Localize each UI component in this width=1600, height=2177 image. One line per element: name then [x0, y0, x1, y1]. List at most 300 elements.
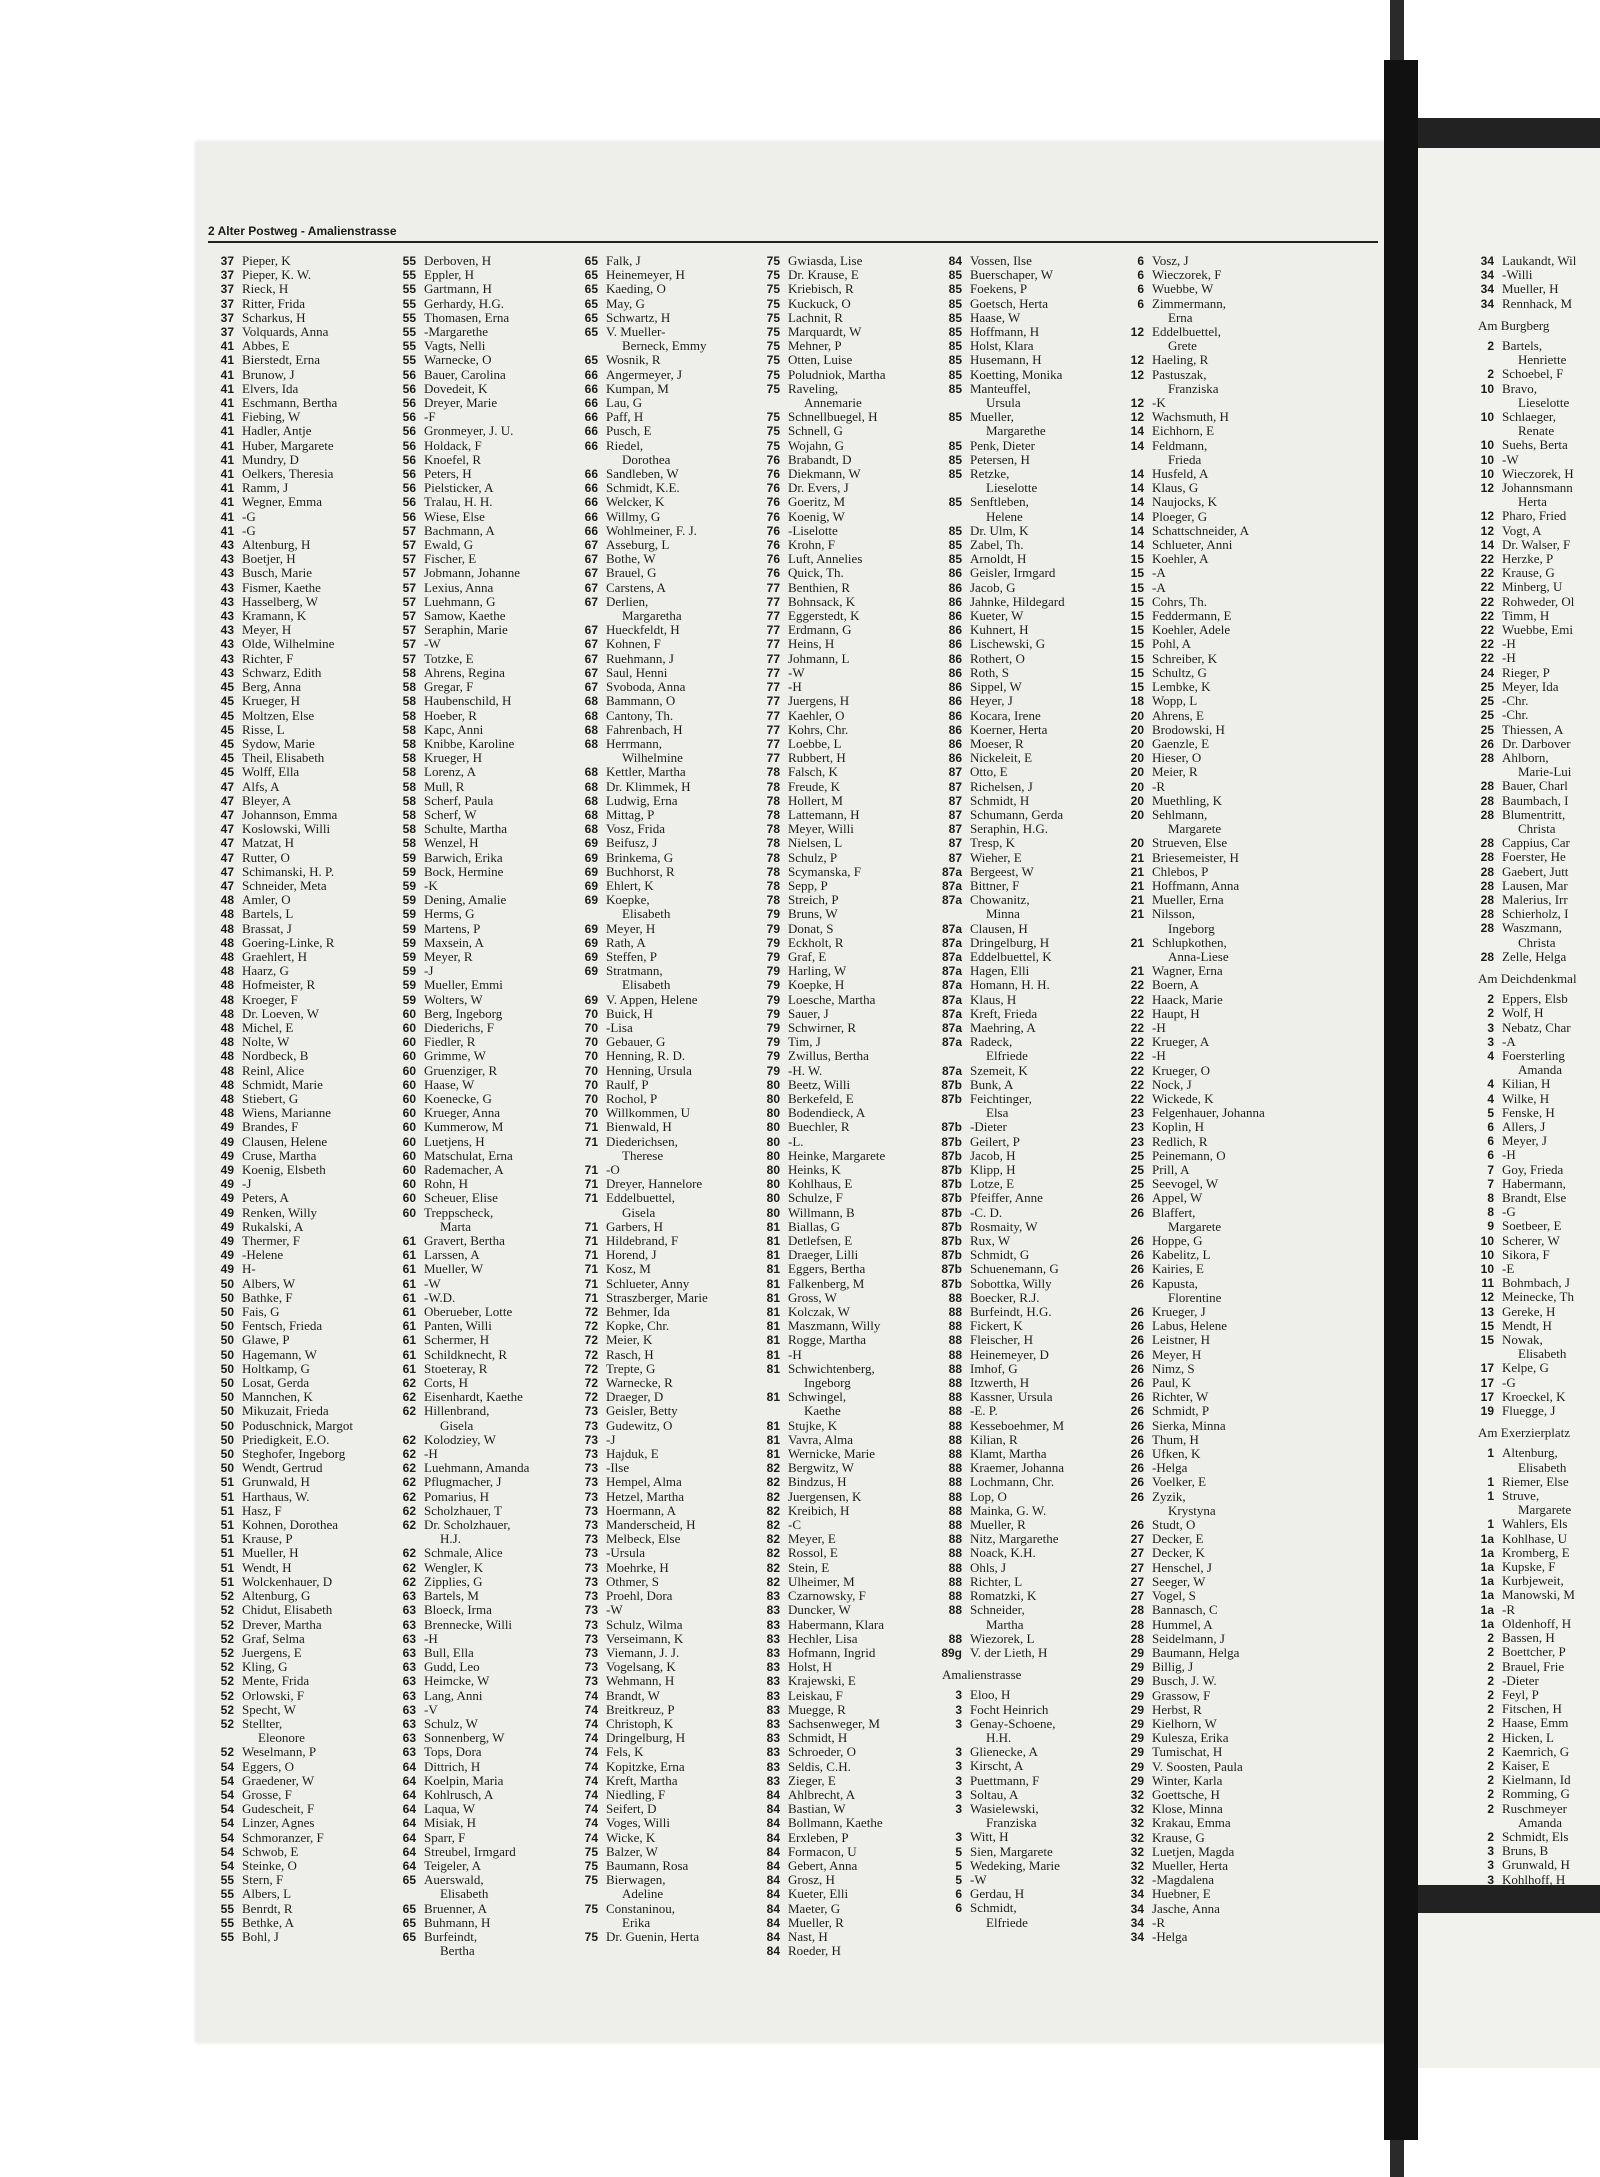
list-item — [754, 808, 886, 822]
list-item — [1118, 865, 1265, 879]
list-item — [572, 1802, 708, 1816]
list-item — [390, 595, 529, 609]
house-number: 58 — [402, 751, 416, 766]
resident-name: Graehlert, H — [242, 948, 307, 964]
list-item — [1472, 921, 1577, 935]
list-item — [208, 666, 353, 680]
list-item — [936, 794, 1065, 808]
resident-name: Blumentritt, — [1502, 806, 1566, 822]
house-number: 58 — [402, 836, 416, 851]
resident-name: Kettler, Martha — [606, 764, 686, 780]
list-item — [390, 467, 529, 481]
resident-name: Schuenemann, G — [970, 1261, 1059, 1277]
house-number: 73 — [584, 1645, 598, 1660]
list-item — [1118, 1561, 1265, 1575]
house-number: 65 — [584, 282, 598, 297]
house-number: 75 — [584, 1901, 598, 1916]
house-number: 64 — [402, 1773, 416, 1788]
house-number: 59 — [402, 850, 416, 865]
list-item — [572, 424, 708, 438]
list-item — [1472, 751, 1577, 765]
house-number: 15 — [1130, 651, 1144, 666]
house-number: 58 — [402, 708, 416, 723]
list-item — [572, 1433, 708, 1447]
list-item — [1118, 382, 1265, 396]
list-item — [936, 637, 1065, 651]
resident-name: Kohnen, Dorothea — [242, 1517, 339, 1533]
resident-name: Rosmaity, W — [970, 1218, 1038, 1234]
list-item — [754, 424, 886, 438]
list-item — [390, 510, 529, 524]
resident-name: Suehs, Berta — [1502, 437, 1568, 453]
list-item — [390, 1021, 529, 1035]
resident-name: Wengler, K — [424, 1559, 484, 1575]
column-3 — [572, 254, 708, 1944]
list-item — [1472, 1021, 1577, 1035]
resident-name: Knibbe, Karoline — [424, 735, 515, 751]
resident-name: Horend, J — [606, 1247, 657, 1263]
house-number: 85 — [948, 552, 962, 567]
resident-name: Schroeder, O — [788, 1744, 857, 1760]
resident-name: Bohl, J — [242, 1928, 279, 1944]
house-number: 88 — [948, 1447, 962, 1462]
house-number: 28 — [1480, 807, 1494, 822]
resident-name: Bohmbach, J — [1502, 1275, 1570, 1291]
house-number: 61 — [402, 1248, 416, 1263]
resident-name: Haase, Emm — [1502, 1715, 1569, 1731]
resident-name: Corts, H — [424, 1375, 469, 1391]
house-number: 76 — [766, 538, 780, 553]
house-number: 75 — [766, 325, 780, 340]
house-number: 73 — [584, 1503, 598, 1518]
house-number: 49 — [220, 1148, 234, 1163]
resident-name: Kesseboehmer, M — [970, 1417, 1065, 1433]
house-number: 29 — [1130, 1759, 1144, 1774]
list-item — [1118, 1390, 1265, 1404]
list-item — [572, 666, 708, 680]
resident-name: Pohl, A — [1152, 636, 1192, 652]
resident-name: Senftleben, — [970, 494, 1029, 510]
resident-name: Angermeyer, J — [606, 366, 683, 382]
house-number: 26 — [1130, 1319, 1144, 1334]
house-number — [936, 1731, 970, 1745]
resident-name: Marta — [440, 1218, 472, 1234]
list-item — [936, 410, 1065, 424]
house-number: 78 — [766, 878, 780, 893]
resident-name: -C — [788, 1517, 801, 1533]
list-item — [754, 524, 886, 538]
house-number: 83 — [766, 1773, 780, 1788]
resident-name: Totzke, E — [424, 650, 474, 666]
list-item — [208, 1447, 353, 1461]
list-item — [1472, 552, 1577, 566]
list-item — [1472, 367, 1577, 381]
resident-name: Koslowski, Willi — [242, 821, 331, 837]
list-item — [572, 1873, 708, 1887]
house-number: 69 — [584, 992, 598, 1007]
list-item — [754, 1518, 886, 1532]
resident-name: V. Soosten, Paula — [1152, 1758, 1243, 1774]
house-number: 62 — [402, 1546, 416, 1561]
resident-name: Dening, Amalie — [424, 892, 507, 908]
resident-name: -W — [970, 1871, 987, 1887]
list-item — [936, 439, 1065, 453]
list-item — [572, 1277, 708, 1291]
list-item — [390, 1845, 529, 1859]
list-item — [1118, 1064, 1265, 1078]
house-number: 78 — [766, 822, 780, 837]
list-item — [936, 524, 1065, 538]
list-item — [936, 1248, 1065, 1262]
house-number: 76 — [766, 523, 780, 538]
resident-name: Puettmann, F — [970, 1772, 1040, 1788]
house-number: 5 — [1487, 1105, 1494, 1120]
list-item — [208, 1404, 353, 1418]
house-number: 48 — [220, 949, 234, 964]
resident-name: Lotze, E — [970, 1176, 1015, 1192]
resident-name: Schattschneider, A — [1152, 522, 1249, 538]
resident-name: Kueter, W — [970, 608, 1024, 624]
resident-name: Matschulat, Erna — [424, 1147, 513, 1163]
house-number: 75 — [766, 310, 780, 325]
house-number: 55 — [402, 296, 416, 311]
house-number: 52 — [220, 1716, 234, 1731]
resident-name: Genay-Schoene, — [970, 1715, 1056, 1731]
resident-name: Haack, Marie — [1152, 991, 1223, 1007]
house-number: 65 — [584, 310, 598, 325]
list-item — [1472, 410, 1577, 424]
house-number: 47 — [220, 779, 234, 794]
list-item — [208, 1589, 353, 1603]
resident-name: Lochmann, Chr. — [970, 1474, 1055, 1490]
resident-name: Koenecke, G — [424, 1090, 492, 1106]
house-number: 87b — [941, 1120, 962, 1135]
list-item — [390, 254, 529, 268]
resident-name: Kielhorn, W — [1152, 1715, 1217, 1731]
resident-name: Rieck, H — [242, 281, 289, 297]
house-number: 56 — [402, 438, 416, 453]
list-item — [208, 368, 353, 382]
list-item — [1472, 1702, 1577, 1716]
house-number: 87b — [941, 1148, 962, 1163]
list-item — [1472, 1787, 1577, 1801]
resident-name: Altenburg, G — [242, 1588, 311, 1604]
house-number: 87a — [941, 949, 962, 964]
resident-name: Hillenbrand, — [424, 1403, 490, 1419]
list-item — [754, 1731, 886, 1745]
house-number: 86 — [948, 680, 962, 695]
list-item — [1118, 1518, 1265, 1532]
list-item — [1118, 1660, 1265, 1674]
list-item — [754, 794, 886, 808]
house-number: 27 — [1130, 1560, 1144, 1575]
house-number: 79 — [766, 1035, 780, 1050]
list-item — [1118, 1106, 1265, 1120]
house-number: 2 — [1487, 1787, 1494, 1802]
house-number: 78 — [766, 765, 780, 780]
resident-name: Draeger, Lilli — [788, 1247, 859, 1263]
list-item — [754, 1603, 886, 1617]
resident-name: Busch, J. W. — [1152, 1673, 1217, 1689]
house-number: 73 — [584, 1603, 598, 1618]
resident-name: Lausen, Mar — [1502, 877, 1568, 893]
list-item — [390, 694, 529, 708]
house-number — [572, 609, 606, 623]
resident-name: Wasielewski, — [970, 1800, 1039, 1816]
list-item — [572, 879, 708, 893]
house-number: 69 — [584, 893, 598, 908]
resident-name: Koepke, H — [788, 977, 845, 993]
resident-name: Bierwagen, — [606, 1872, 666, 1888]
house-number: 26 — [1130, 1333, 1144, 1348]
resident-name: Brauel, Frie — [1502, 1658, 1565, 1674]
list-item — [1118, 439, 1265, 453]
house-number: 52 — [220, 1645, 234, 1660]
resident-name: Willmann, B — [788, 1204, 855, 1220]
list-item — [936, 1390, 1065, 1404]
list-item — [1472, 865, 1577, 879]
resident-name: Foersterling — [1502, 1047, 1565, 1063]
list-item — [1472, 1347, 1577, 1361]
resident-name: Juergens, E — [242, 1644, 302, 1660]
resident-name: Busch, Marie — [242, 565, 313, 581]
house-number: 87b — [941, 1163, 962, 1177]
house-number: 88 — [948, 1418, 962, 1433]
resident-name: Wuebbe, W — [1152, 281, 1214, 297]
list-item — [1118, 1049, 1265, 1063]
house-number: 85 — [948, 467, 962, 482]
list-item — [1472, 1688, 1577, 1702]
resident-name: Albers, W — [242, 1275, 296, 1291]
resident-name: Eddelbuettel, — [1152, 324, 1221, 340]
list-item — [390, 339, 529, 353]
house-number: 22 — [1480, 580, 1494, 595]
list-item — [390, 1078, 529, 1092]
list-item — [936, 1433, 1065, 1447]
house-number: 29 — [1130, 1731, 1144, 1746]
list-item — [754, 879, 886, 893]
house-number: 22 — [1130, 1063, 1144, 1078]
resident-name: Henschel, J — [1152, 1559, 1212, 1575]
list-item — [208, 964, 353, 978]
list-item — [1472, 1120, 1577, 1134]
house-number: 75 — [766, 282, 780, 297]
house-number — [1472, 765, 1502, 779]
resident-name: Petersen, H — [970, 451, 1030, 467]
list-item — [1472, 1191, 1577, 1205]
resident-name: Kreft, Frieda — [970, 1005, 1038, 1021]
house-number: 47 — [220, 836, 234, 851]
house-number: 21 — [1130, 893, 1144, 908]
resident-name: Schlueter, Anni — [1152, 537, 1233, 553]
house-number: 88 — [948, 1404, 962, 1419]
house-number: 48 — [220, 1035, 234, 1050]
resident-name: Dr. Klimmek, H — [606, 778, 691, 794]
house-number: 81 — [766, 1447, 780, 1462]
list-item — [208, 1760, 353, 1774]
list-item — [1118, 268, 1265, 282]
resident-name: Hofmann, Ingrid — [788, 1644, 876, 1660]
list-item — [1472, 1134, 1577, 1148]
list-item — [572, 1930, 708, 1944]
list-item — [390, 836, 529, 850]
resident-name: Naujocks, K — [1152, 494, 1217, 510]
house-number: 6 — [1487, 1134, 1494, 1149]
list-item — [1118, 1603, 1265, 1617]
resident-name: V. Mueller- — [606, 324, 666, 340]
list-item — [572, 836, 708, 850]
house-number: 67 — [584, 552, 598, 567]
resident-name: Schildknecht, R — [424, 1346, 508, 1362]
resident-name: Fentsch, Frieda — [242, 1318, 323, 1334]
house-number: 55 — [402, 353, 416, 368]
house-number: 61 — [402, 1276, 416, 1291]
house-number: 63 — [402, 1645, 416, 1660]
house-number — [754, 396, 788, 410]
resident-name: Witt, H — [970, 1829, 1009, 1845]
resident-name: -R — [1152, 1914, 1165, 1930]
list-item — [572, 1135, 708, 1149]
list-item — [754, 709, 886, 723]
resident-name: Schwartz, H — [606, 309, 671, 325]
list-item — [390, 780, 529, 794]
house-number: 20 — [1130, 722, 1144, 737]
resident-name: Hueckfeldt, H — [606, 622, 680, 638]
list-item — [936, 851, 1065, 865]
house-number: 56 — [402, 467, 416, 482]
list-item — [936, 1291, 1065, 1305]
list-item — [572, 1191, 708, 1205]
list-item — [1118, 1618, 1265, 1632]
resident-name: Margarete — [1168, 821, 1222, 837]
resident-name: Nilsson, — [1152, 906, 1195, 922]
list-item — [208, 851, 353, 865]
resident-name: Scheuer, Elise — [424, 1190, 498, 1206]
house-number: 23 — [1130, 1134, 1144, 1149]
list-item — [572, 1064, 708, 1078]
resident-name: Roeder, H — [788, 1943, 841, 1959]
house-number: 58 — [402, 822, 416, 837]
list-item — [1472, 1674, 1577, 1688]
house-number: 87a — [941, 1020, 962, 1035]
house-number: 59 — [402, 907, 416, 922]
house-number: 60 — [402, 1163, 416, 1177]
resident-name: Beifusz, J — [606, 835, 658, 851]
house-number: 73 — [584, 1461, 598, 1476]
resident-name: Nordbeck, B — [242, 1048, 309, 1064]
resident-name: Tim, J — [788, 1034, 821, 1050]
house-number: 25 — [1130, 1148, 1144, 1163]
house-number: 87b — [941, 1205, 962, 1220]
house-number — [572, 1887, 606, 1901]
list-item — [1118, 1632, 1265, 1646]
house-number: 68 — [584, 765, 598, 780]
list-item — [208, 1262, 353, 1276]
resident-name: Panten, Willi — [424, 1318, 492, 1334]
resident-name: Mueller, — [970, 409, 1014, 425]
list-item — [754, 1717, 886, 1731]
list-item — [754, 836, 886, 850]
resident-name: Schmoranzer, F — [242, 1829, 324, 1845]
list-item — [390, 623, 529, 637]
resident-name: Helene — [986, 508, 1023, 524]
list-item — [754, 282, 886, 296]
resident-name: Schmidt, H — [788, 1730, 848, 1746]
house-number: 75 — [584, 1858, 598, 1873]
resident-name: -K — [1152, 395, 1166, 411]
resident-name: Sachsenweger, M — [788, 1715, 880, 1731]
house-number: 41 — [220, 424, 234, 439]
resident-name: Henning, Ursula — [606, 1062, 692, 1078]
resident-name: Noack, K.H. — [970, 1545, 1036, 1561]
list-item — [390, 424, 529, 438]
house-number: 86 — [948, 665, 962, 680]
house-number — [1472, 1461, 1502, 1475]
resident-name: Sepp, P — [788, 877, 828, 893]
resident-name: Habermann, Klara — [788, 1616, 885, 1632]
house-number: 80 — [766, 1120, 780, 1135]
resident-name: Therese — [622, 1147, 664, 1163]
resident-name: Tralau, H. H. — [424, 494, 493, 510]
resident-name: Strueven, Else — [1152, 835, 1228, 851]
resident-name: Melbeck, Else — [606, 1531, 681, 1547]
list-item — [390, 1035, 529, 1049]
house-number: 87b — [941, 1219, 962, 1234]
house-number: 70 — [584, 1063, 598, 1078]
list-item — [390, 1603, 529, 1617]
resident-name: Christa — [1518, 934, 1556, 950]
list-item — [936, 1206, 1065, 1220]
resident-name: Tops, Dora — [424, 1744, 482, 1760]
resident-name: Brassat, J — [242, 920, 292, 936]
house-number: 41 — [220, 353, 234, 368]
list-item — [208, 1277, 353, 1291]
resident-name: Klipp, H — [970, 1162, 1016, 1177]
list-item — [208, 311, 353, 325]
resident-name: Kopke, Chr. — [606, 1318, 670, 1334]
resident-name: Rukalski, A — [242, 1218, 304, 1234]
house-number: 83 — [766, 1645, 780, 1660]
house-number: 10 — [1480, 452, 1494, 467]
list-item — [754, 1049, 886, 1063]
resident-name: Falk, J — [606, 253, 641, 268]
house-number: 74 — [584, 1688, 598, 1703]
house-number: 3 — [1487, 1858, 1494, 1873]
resident-name: Buerschaper, W — [970, 267, 1053, 283]
list-item — [390, 325, 529, 339]
resident-name: Behmer, Ida — [606, 1304, 670, 1320]
resident-name: Larssen, A — [424, 1247, 480, 1263]
resident-name: Homann, H. H. — [970, 977, 1050, 993]
resident-name: Wilhelmine — [622, 750, 683, 766]
house-number: 10 — [1480, 466, 1494, 481]
resident-name: Berneck, Emmy — [622, 338, 707, 354]
list-item — [208, 1816, 353, 1830]
list-item — [208, 1120, 353, 1134]
resident-name: Zimmermann, — [1152, 295, 1227, 311]
list-item — [572, 1049, 708, 1063]
house-number: 70 — [584, 1106, 598, 1121]
list-item — [1472, 1546, 1577, 1560]
list-item — [936, 1319, 1065, 1333]
house-number: 26 — [1130, 1262, 1144, 1277]
list-item — [208, 836, 353, 850]
house-number: 65 — [402, 1929, 416, 1944]
page-header: 2 Alter Postweg - Amalienstrasse — [208, 224, 1378, 243]
list-item — [754, 993, 886, 1007]
list-item — [390, 368, 529, 382]
house-number: 2 — [1487, 1673, 1494, 1688]
